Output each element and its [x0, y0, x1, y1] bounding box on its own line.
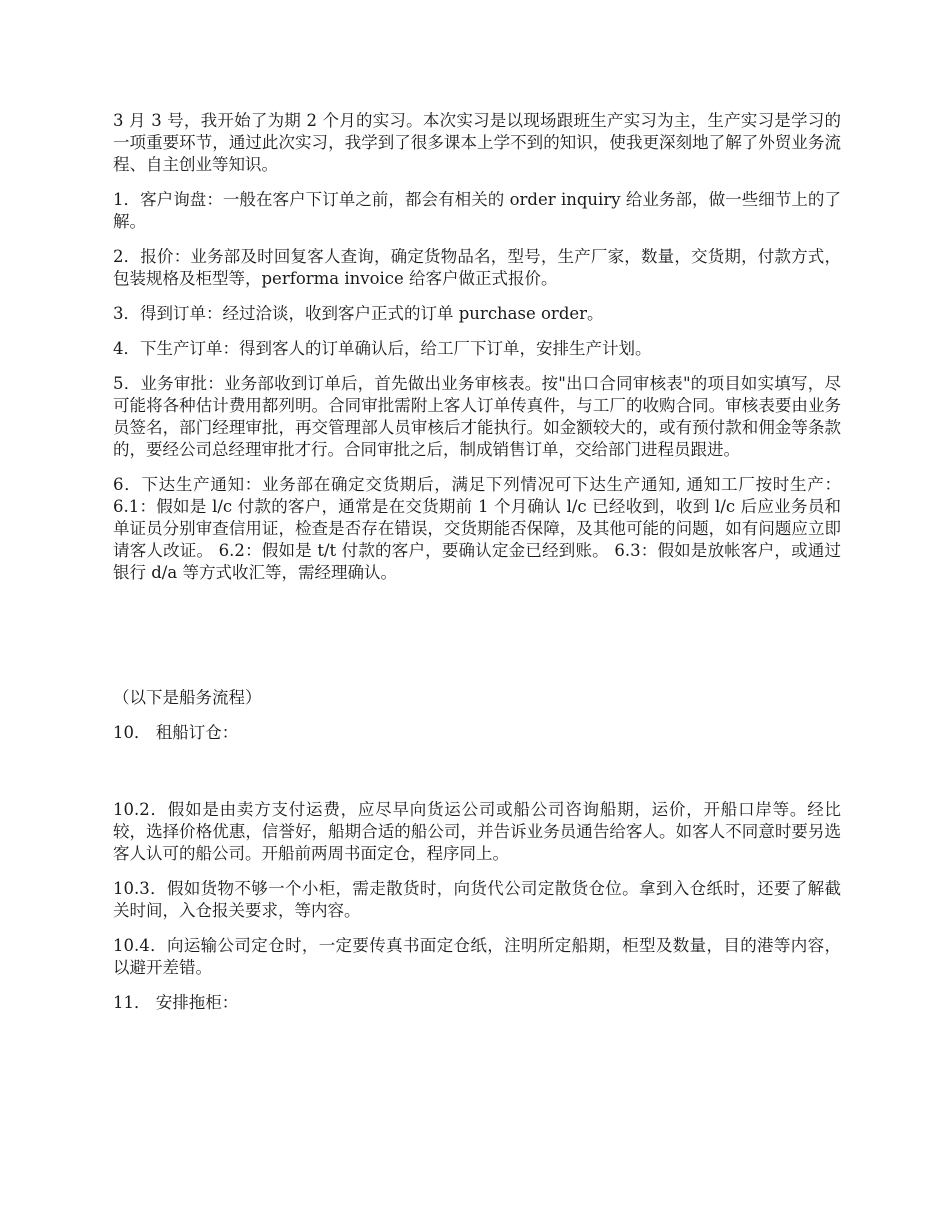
step-11-heading: 11． 安排拖柜： [113, 993, 239, 1012]
blank-space [113, 597, 841, 687]
step-10-4-paragraph: 10.4．向运输公司定仓时，一定要传真书面定仓纸，注明所定船期，柜型及数量，目的港等内容，以避开差错。 [113, 936, 841, 977]
step-1-paragraph: 1．客户询盘：一般在客户下订单之前，都会有相关的 order inquiry 给业务部，做一些细节上的了解。 [113, 190, 841, 231]
step-6-paragraph: 6．下达生产通知：业务部在确定交货期后，满足下列情况可下达生产通知, 通知工厂按时生产： 6.1：假如是 l/c 付款的客户，通常是在交货期前 1 个月确认 l/c 已经收到，收到 l/c 后应业务员和单证员分别审查信用证，检查是否存在错误，交货期能否保障，及其他可能的问题，如有问题应立即请客人改证。 6.2：假如是 t/t 付款的客户，要确认定金已经到账。 6.3：假如是放帐客户，或通过银行 d/a 等方式收汇等，需经理确认。 [113, 475, 841, 582]
step-5-paragraph: 5．业务审批：业务部收到订单后，首先做出业务审核表。按"出口合同审核表"的项目如实填写，尽可能将各种估计费用都列明。合同审批需附上客人订单传真件，与工厂的收购合同。审核表要由业务员签名，部门经理审批，再交管理部人员审核后才能执行。如金额较大的，或有预付款和佣金等条款的，要经公司总经理审批才行。合同审批之后，制成销售订单，交给部门进程员跟进。 [113, 374, 841, 459]
step-4-paragraph: 4．下生产订单：得到客人的订单确认后，给工厂下订单，安排生产计划。 [113, 339, 652, 358]
step-10-3-paragraph: 10.3．假如货物不够一个小柜，需走散货时，向货代公司定散货仓位。拿到入仓纸时，还要了解截关时间，入仓报关要求，等内容。 [113, 879, 841, 920]
step-10-heading: 10． 租船订仓： [113, 723, 239, 742]
step-3-paragraph: 3．得到订单：经过洽谈，收到客户正式的订单 purchase order。 [113, 304, 604, 323]
shipping-note: （以下是船务流程） [113, 688, 262, 707]
blank-space [113, 757, 841, 799]
step-2-paragraph: 2．报价：业务部及时回复客人查询，确定货物品名，型号，生产厂家，数量，交货期，付款方式，包装规格及柜型等，performa invoice 给客户做正式报价。 [113, 247, 841, 288]
intro-paragraph: 3 月 3 号，我开始了为期 2 个月的实习。本次实习是以现场跟班生产实习为主，生产实习是学习的一项重要环节，通过此次实习，我学到了很多课本上学不到的知识，使我更深刻地了解了外贸业务流程、自主创业等知识。 [113, 111, 841, 174]
step-10-2-paragraph: 10.2．假如是由卖方支付运费，应尽早向货运公司或船公司咨询船期，运价，开船口岸等。经比较，选择价格优惠，信誉好，船期合适的船公司，并告诉业务员通告给客人。如客人不同意时要另选客人认可的船公司。开船前两周书面定仓，程序同上。 [113, 800, 841, 863]
document-page [113, 110, 841, 1027]
